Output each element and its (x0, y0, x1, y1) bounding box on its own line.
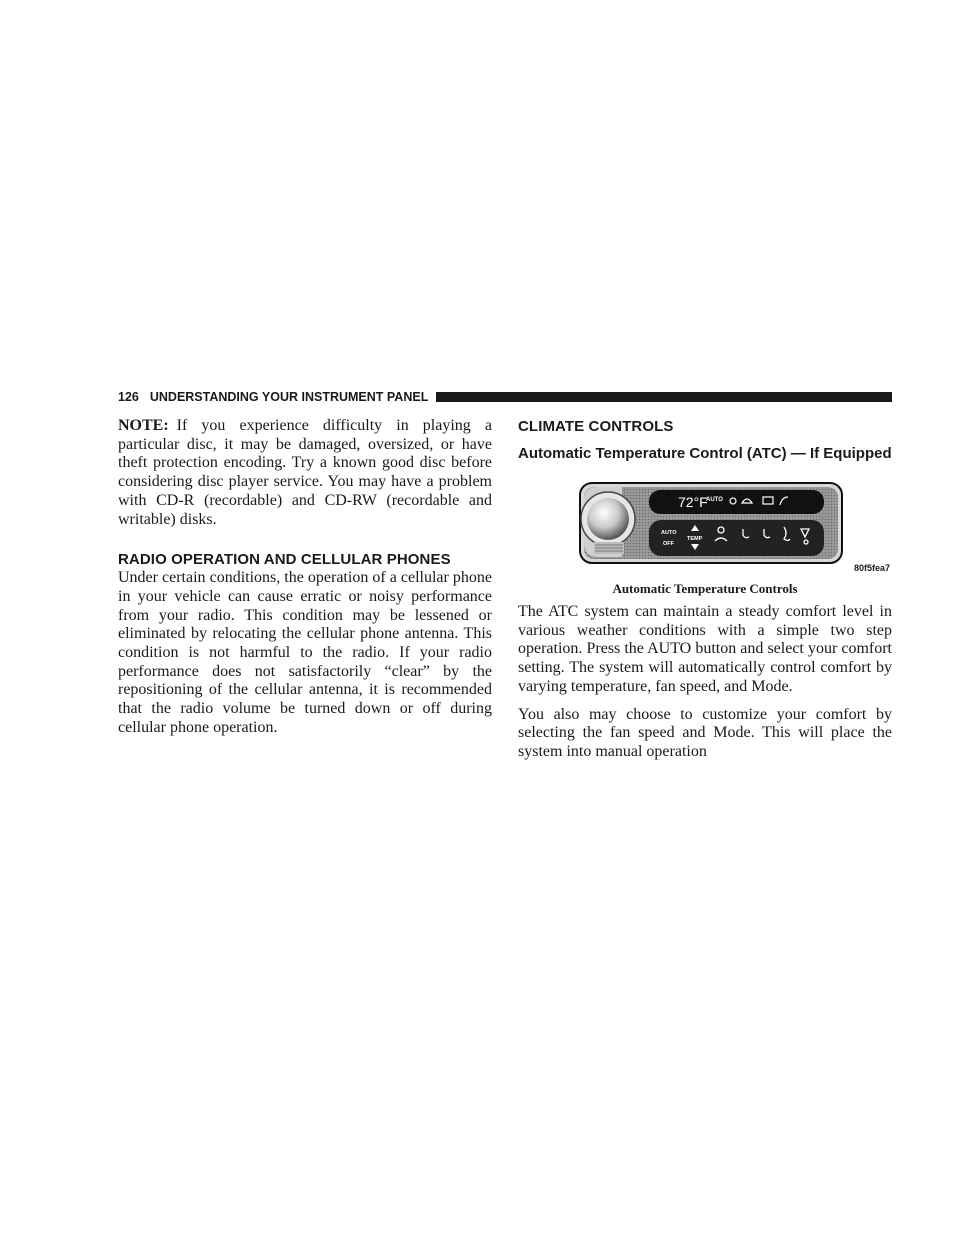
note-paragraph (118, 417, 492, 529)
atc-paragraph-2: You also may choose to customize your comfort by selecting the fan speed and Mode. This will place the system into manual operation (518, 705, 892, 760)
display-temp (678, 494, 708, 510)
header-title: UNDERSTANDING YOUR INSTRUMENT PANEL (149, 390, 429, 404)
climate-heading: CLIMATE CONTROLS (518, 418, 674, 435)
note-label: NOTE: (118, 417, 169, 434)
display-temp-text: 72°F (678, 494, 708, 510)
page-header (118, 389, 892, 405)
atc-control-panel-illustration (518, 479, 892, 577)
figure-caption: Automatic Temperature Controls (612, 581, 798, 596)
temp-button-label: TEMP (687, 536, 703, 542)
atc-heading: Automatic Temperature Control (ATC) — If Equipped (518, 445, 892, 462)
atc-figure (518, 479, 892, 577)
page-number: 126 (118, 390, 139, 404)
display-mode-text: AUTO (706, 497, 723, 503)
note-text: If you experience difficulty in playing a particular disc, it may be damaged, oversized, or have theft protection encoding. Try a known good disc before considering disc player service. You may have a problem with CD-R (recordable) and CD-RW (recordable and writable) disks. (118, 417, 492, 528)
header-rule (436, 392, 892, 402)
radio-heading: RADIO OPERATION AND CELLULAR PHONES (118, 551, 451, 569)
figure-code: 80f5fea7 (853, 563, 890, 573)
right-column (518, 417, 892, 762)
atc-paragraph-1: The ATC system can maintain a steady comfort level in various weather conditions with a simple two step operation. Press the AUTO button and select your comfort setting. The system will automatically control comfort by varying temperature, fan speed, and Mode. (518, 603, 892, 695)
radio-paragraph: Under certain conditions, the operation of a cellular phone in your vehicle can cause erratic or noisy performance from your radio. This condition may be lessened or eliminated by relocating the cellular phone antenna. This condition is not harmful to the radio. If your radio performance does not satisfactorily “clear” by the repositioning of the cellular antenna, it is recommended that the radio volume be turned down or off during cellular phone operation. (118, 569, 492, 736)
left-column (118, 417, 492, 738)
auto-button-label: AUTO (661, 530, 677, 536)
off-button-label: OFF (663, 541, 674, 547)
